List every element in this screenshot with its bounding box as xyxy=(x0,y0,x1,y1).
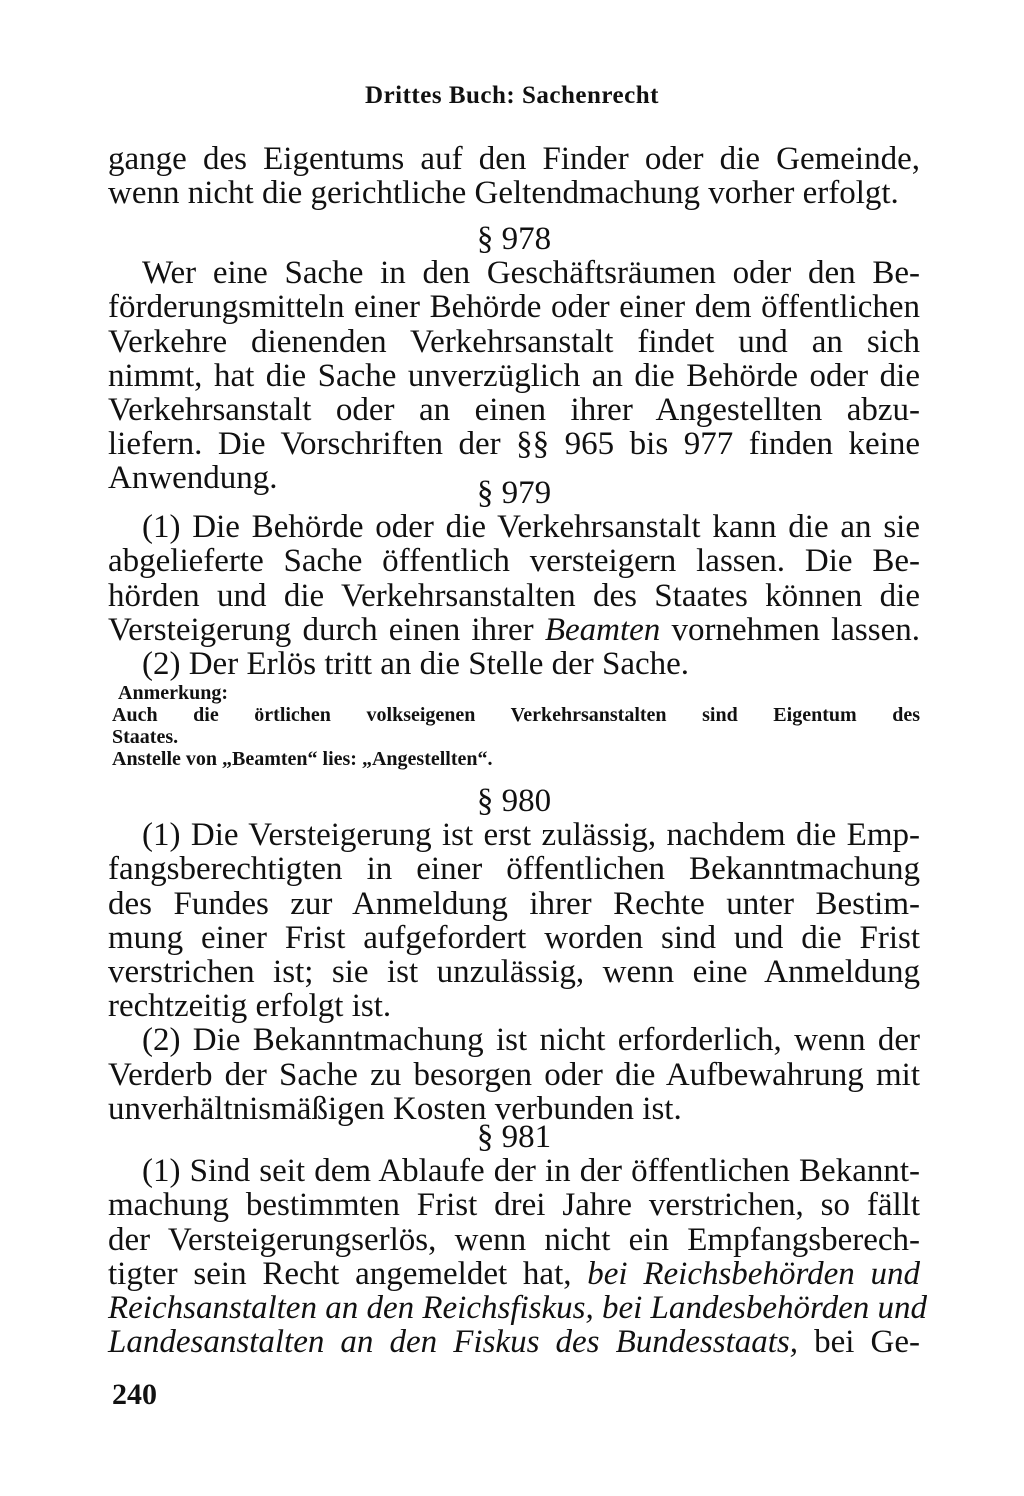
text-line: der Versteigerungserlös, wenn nicht ein Empfangsberech- xyxy=(108,1221,920,1258)
text-line: (1) Die Versteigerung ist erst zulässig, nachdem die Emp- xyxy=(142,817,920,854)
text-line xyxy=(108,1289,928,1326)
section-981 xyxy=(108,1119,928,1361)
text-line: (2) Die Bekanntmachung ist nicht erforderlich, wenn der xyxy=(142,1022,920,1059)
text-run: Versteigerung durch einen ihrer xyxy=(108,611,545,648)
section-979 xyxy=(108,476,920,681)
note-line: Anstelle von „Beamten“ lies: „Angestellten“. xyxy=(112,748,493,770)
note-line: Auch die örtlichen volkseigenen Verkehrsanstalten sind Eigentum des xyxy=(112,704,920,726)
text-run: tigter sein Recht angemeldet hat, xyxy=(108,1255,588,1292)
text-line: liefern. Die Vorschriften der §§ 965 bis 977 finden keine xyxy=(108,426,920,463)
text-line: Wer eine Sache in den Geschäftsräumen oder den Be- xyxy=(142,255,920,292)
text-line: rechtzeitig erfolgt ist. xyxy=(108,988,392,1025)
section-title: § 979 xyxy=(476,475,552,511)
text-line: nimmt, hat die Sache unverzüglich an die Behörde oder die xyxy=(108,357,920,394)
text-line: gange des Eigentums auf den Finder oder die Gemeinde, xyxy=(108,141,920,177)
note-line: Staates. xyxy=(112,726,179,748)
text-line xyxy=(108,1257,920,1291)
text-run: bei Ge- xyxy=(798,1324,920,1361)
text-line: verstrichen ist; sie ist unzulässig, wenn eine Anmeldung xyxy=(108,953,920,990)
note-label: Anmerkung: xyxy=(118,682,229,704)
italic-run: Landesanstalten an den Fiskus des Bundesstaats, xyxy=(108,1324,799,1361)
section-title: § 978 xyxy=(476,221,552,257)
italic-run: bei Reichsbehörden und xyxy=(587,1255,920,1292)
italic-run: Reichsanstalten an den Reichsfiskus, bei Landesbehörden und xyxy=(108,1289,928,1326)
text-line: förderungsmitteln einer Behörde oder einer dem öffentlichen xyxy=(108,289,920,326)
section-title: § 981 xyxy=(476,1119,552,1155)
text-line: unverhältnismäßigen Kosten verbunden ist. xyxy=(108,1090,682,1127)
section-title: § 980 xyxy=(476,783,552,819)
text-line: mung einer Frist aufgefordert worden sind und die Frist xyxy=(108,919,920,956)
text-line: Anwendung. xyxy=(108,460,278,497)
section-980 xyxy=(108,784,920,1126)
annotation-note xyxy=(112,682,920,770)
continuation-block xyxy=(108,142,920,210)
text-run: vornehmen lassen. xyxy=(660,611,920,648)
text-line xyxy=(108,1325,920,1359)
text-line: Verderb der Sache zu besorgen oder die Aufbewahrung mit xyxy=(108,1056,920,1093)
text-line: hörden und die Verkehrsanstalten des Staates können die xyxy=(108,577,920,614)
text-line: (1) Die Behörde oder die Verkehrsanstalt kann die an sie xyxy=(142,509,920,546)
text-line: fangsberechtigten in einer öffentlichen Bekanntmachung xyxy=(108,851,920,888)
page-number: 240 xyxy=(112,1378,157,1411)
text-line: (1) Sind seit dem Ablaufe der in der öffentlichen Bekannt- xyxy=(142,1153,920,1190)
running-header: Drittes Buch: Sachenrecht xyxy=(365,82,659,109)
text-line: Verkehre dienenden Verkehrsanstalt findet und an sich xyxy=(108,323,920,360)
text-line: Verkehrsanstalt oder an einen ihrer Angestellten abzu- xyxy=(108,391,920,428)
text-line: (2) Der Erlös tritt an die Stelle der Sache. xyxy=(142,645,690,682)
text-line xyxy=(108,613,920,647)
section-978 xyxy=(108,222,920,496)
text-line: wenn nicht die gerichtliche Geltendmachung vorher erfolgt. xyxy=(108,175,899,212)
text-line: abgelieferte Sache öffentlich versteigern lassen. Die Be- xyxy=(108,543,920,580)
text-line: des Fundes zur Anmeldung ihrer Rechte unter Bestim- xyxy=(108,885,920,922)
text-line: machung bestimmten Frist drei Jahre verstrichen, so fällt xyxy=(108,1187,920,1224)
italic-run: Beamten xyxy=(544,611,661,648)
